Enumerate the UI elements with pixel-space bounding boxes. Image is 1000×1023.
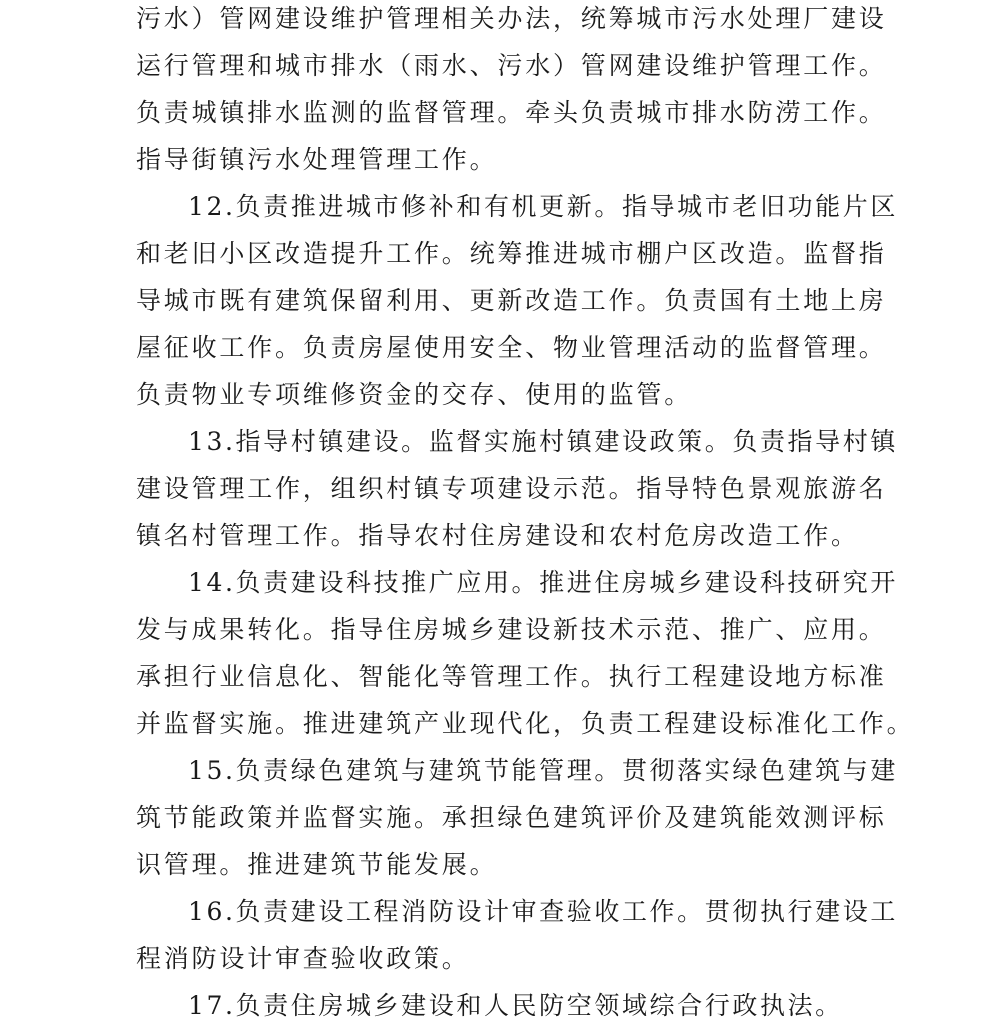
text-line: 并监督实施。推进建筑产业现代化，负责工程建设标准化工作。	[136, 709, 915, 738]
text-line: 指导街镇污水处理管理工作。	[136, 145, 498, 174]
paragraph-16-start: 16.负责建设工程消防设计审查验收工作。贯彻执行建设工	[188, 897, 898, 926]
text-line: 负责城镇排水监测的监督管理。牵头负责城市排水防涝工作。	[136, 98, 887, 127]
paragraph-14-start: 14.负责建设科技推广应用。推进住房城乡建设科技研究开	[188, 568, 898, 597]
text-line: 污水）管网建设维护管理相关办法，统筹城市污水处理厂建设	[136, 4, 887, 33]
text-line: 程消防设计审查验收政策。	[136, 944, 470, 973]
text-line: 建设管理工作，组织村镇专项建设示范。指导特色景观旅游名	[136, 474, 887, 503]
text-line: 识管理。推进建筑节能发展。	[136, 850, 498, 879]
text-line: 导城市既有建筑保留利用、更新改造工作。负责国有土地上房	[136, 286, 887, 315]
text-line: 负责物业专项维修资金的交存、使用的监管。	[136, 380, 693, 409]
text-line: 镇名村管理工作。指导农村住房建设和农村危房改造工作。	[136, 521, 859, 550]
text-line: 运行管理和城市排水（雨水、污水）管网建设维护管理工作。	[136, 51, 887, 80]
paragraph-15-start: 15.负责绿色建筑与建筑节能管理。贯彻落实绿色建筑与建	[188, 756, 898, 785]
paragraph-13-start: 13.指导村镇建设。监督实施村镇建设政策。负责指导村镇	[188, 427, 898, 456]
text-line: 屋征收工作。负责房屋使用安全、物业管理活动的监督管理。	[136, 333, 887, 362]
text-line: 筑节能政策并监督实施。承担绿色建筑评价及建筑能效测评标	[136, 803, 887, 832]
paragraph-12-start: 12.负责推进城市修补和有机更新。指导城市老旧功能片区	[188, 192, 898, 221]
text-line: 承担行业信息化、智能化等管理工作。执行工程建设地方标准	[136, 662, 887, 691]
text-line: 和老旧小区改造提升工作。统筹推进城市棚户区改造。监督指	[136, 239, 887, 268]
text-line: 发与成果转化。指导住房城乡建设新技术示范、推广、应用。	[136, 615, 887, 644]
paragraph-17-start: 17.负责住房城乡建设和人民防空领域综合行政执法。	[188, 991, 843, 1020]
